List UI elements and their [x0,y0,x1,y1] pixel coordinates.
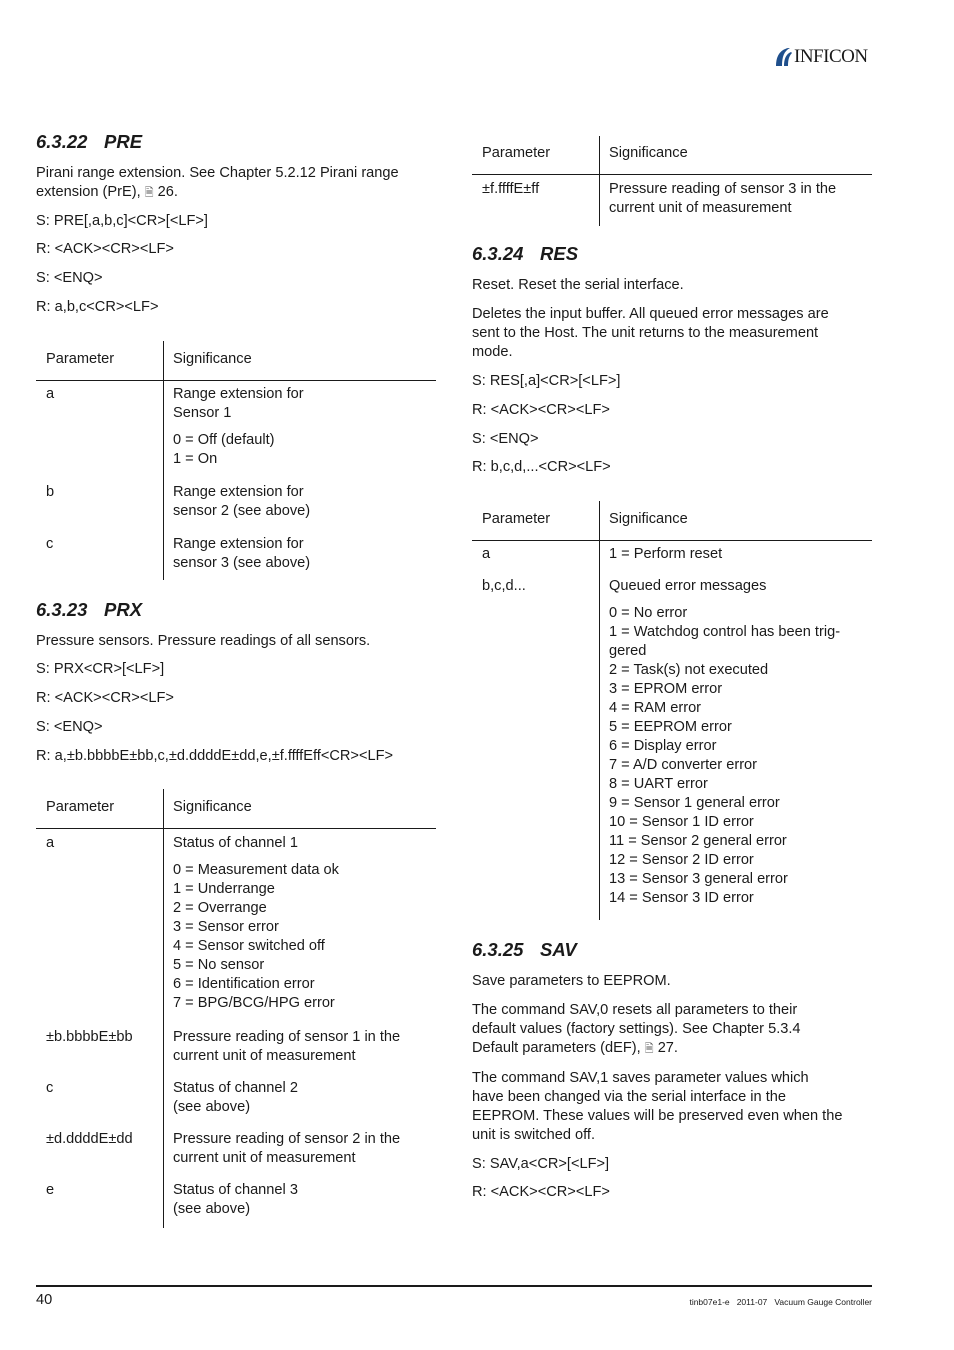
table-header-significance: Significance [173,351,252,367]
prx-parameter-table-continued [472,136,872,226]
pre-parameter-table [36,341,436,580]
res-description-detail: Deletes the input buffer. All queued error messages are sent to the Host. The unit returns to the measurement mode. [472,306,829,360]
table-header-significance: Significance [173,799,252,815]
sav-description: Save parameters to EEPROM. [472,973,671,989]
pre-command: R: a,b,c<CR><LF> [36,299,159,315]
page-reference-icon: 🗎 [644,1043,654,1055]
sav-description-save: The command SAV,1 saves parameter values which have been changed via the serial interface in the EEPROM. These values will be preserved even when the unit is switched off. [472,1070,843,1143]
page-reference-icon: 🗎 [144,187,154,199]
section-heading-pre: 6.3.22 PRE [36,131,143,152]
prx-command: R: <ACK><CR><LF> [36,690,174,706]
table-cell-param: b,c,d... [482,578,526,594]
table-cell-significance: Status of channel 3 (see above) [173,1182,298,1217]
page-reference-link[interactable]: 26. [157,184,178,200]
res-command: S: RES[,a]<CR>[<LF>] [472,373,621,389]
table-cell-significance: Range extension for sensor 3 (see above) [173,536,311,571]
prx-command: S: PRX<CR>[<LF>] [36,661,165,677]
footer-rule [36,1285,872,1287]
table-header-parameter: Parameter [482,511,551,527]
res-command: S: <ENQ> [472,431,539,447]
logo-text: INFICON [794,46,868,67]
table-cell-significance: Range extension for sensor 2 (see above) [173,484,311,519]
table-cell-param: b [46,484,55,500]
table-cell-param: a [482,546,491,562]
table-header-parameter: Parameter [482,145,551,161]
res-command: R: <ACK><CR><LF> [472,402,610,418]
table-cell-param: ±b.bbbbE±bb [46,1029,133,1045]
table-cell-significance: Status of channel 1 [173,835,298,851]
res-description: Reset. Reset the serial interface. [472,277,684,293]
section-heading-prx: 6.3.23 PRX [36,599,143,620]
pre-command: R: <ACK><CR><LF> [36,241,174,257]
table-cell-significance: 0 = No error 1 = Watchdog control has been trig- gered 2 = Task(s) not executed 3 = EPROM error 4 = RAM error 5 = EEPROM error 6 = Display error 7 = A/D converter error 8 = UART error 9 = Sensor 1 general error 10 = Sensor 1 ID error 11 = Sensor 2 general error 12 = Sensor 2 ID error 13 = Sensor 3 general error 14 = Sensor 3 ID error [609,605,841,906]
table-cell-significance: Pressure reading of sensor 3 in the current unit of measurement [609,181,837,216]
table-cell-significance: 1 = Perform reset [609,546,723,562]
table-cell-param: a [46,835,55,851]
pre-command: S: PRE[,a,b,c]<CR>[<LF>] [36,213,208,229]
table-cell-significance: Status of channel 2 (see above) [173,1080,298,1115]
section-heading-res: 6.3.24 RES [472,243,579,264]
section-heading-sav: 6.3.25 SAV [472,939,577,960]
table-cell-significance: Pressure reading of sensor 1 in the current unit of measurement [173,1029,401,1064]
pre-command: S: <ENQ> [36,270,103,286]
res-command: R: b,c,d,...<CR><LF> [472,459,611,475]
table-cell-param: ±f.ffffE±ff [482,181,540,197]
table-cell-param: c [46,536,54,552]
table-cell-significance: Pressure reading of sensor 2 in the current unit of measurement [173,1131,401,1166]
table-cell-significance: Queued error messages [609,578,767,594]
table-header-significance: Significance [609,511,688,527]
page-reference-link[interactable]: 27. [657,1040,678,1056]
sav-command: S: SAV,a<CR>[<LF>] [472,1156,610,1172]
table-cell-param: e [46,1182,55,1198]
table-cell-significance: Range extension for Sensor 1 [173,386,304,421]
prx-command: S: <ENQ> [36,719,103,735]
prx-description: Pressure sensors. Pressure readings of all sensors. [36,633,371,649]
prx-parameter-table [36,789,436,1228]
table-cell-param: ±d.ddddE±dd [46,1131,133,1147]
sav-command: R: <ACK><CR><LF> [472,1184,610,1200]
pre-description: Pirani range extension. See Chapter 5.2.12 Pirani range extension (PrE), 🗎 26. [36,165,399,200]
page-number: 40 [36,1292,53,1308]
table-header-parameter: Parameter [46,351,115,367]
res-parameter-table [472,501,872,920]
table-cell-significance: 0 = Off (default) 1 = On [173,432,275,467]
inficon-logo [772,46,874,68]
table-cell-param: a [46,386,55,402]
inficon-logo-icon [772,46,794,68]
sav-description-reset: The command SAV,0 resets all parameters to their default values (factory settings). See Chapter 5.3.4 Default parameters (dEF), 🗎 27. [472,1002,801,1056]
table-header-significance: Significance [609,145,688,161]
footer-doc-info: tinb07e1-e 2011-07 Vacuum Gauge Controller [689,1297,872,1307]
prx-command: R: a,±b.bbbbE±bb,c,±d.ddddE±dd,e,±f.ffffEff<CR><LF> [36,748,394,764]
table-cell-significance: 0 = Measurement data ok 1 = Underrange 2 = Overrange 3 = Sensor error 4 = Sensor switched off 5 = No sensor 6 = Identification error 7 = BPG/BCG/HPG error [173,862,339,1011]
table-header-parameter: Parameter [46,799,115,815]
table-cell-param: c [46,1080,54,1096]
